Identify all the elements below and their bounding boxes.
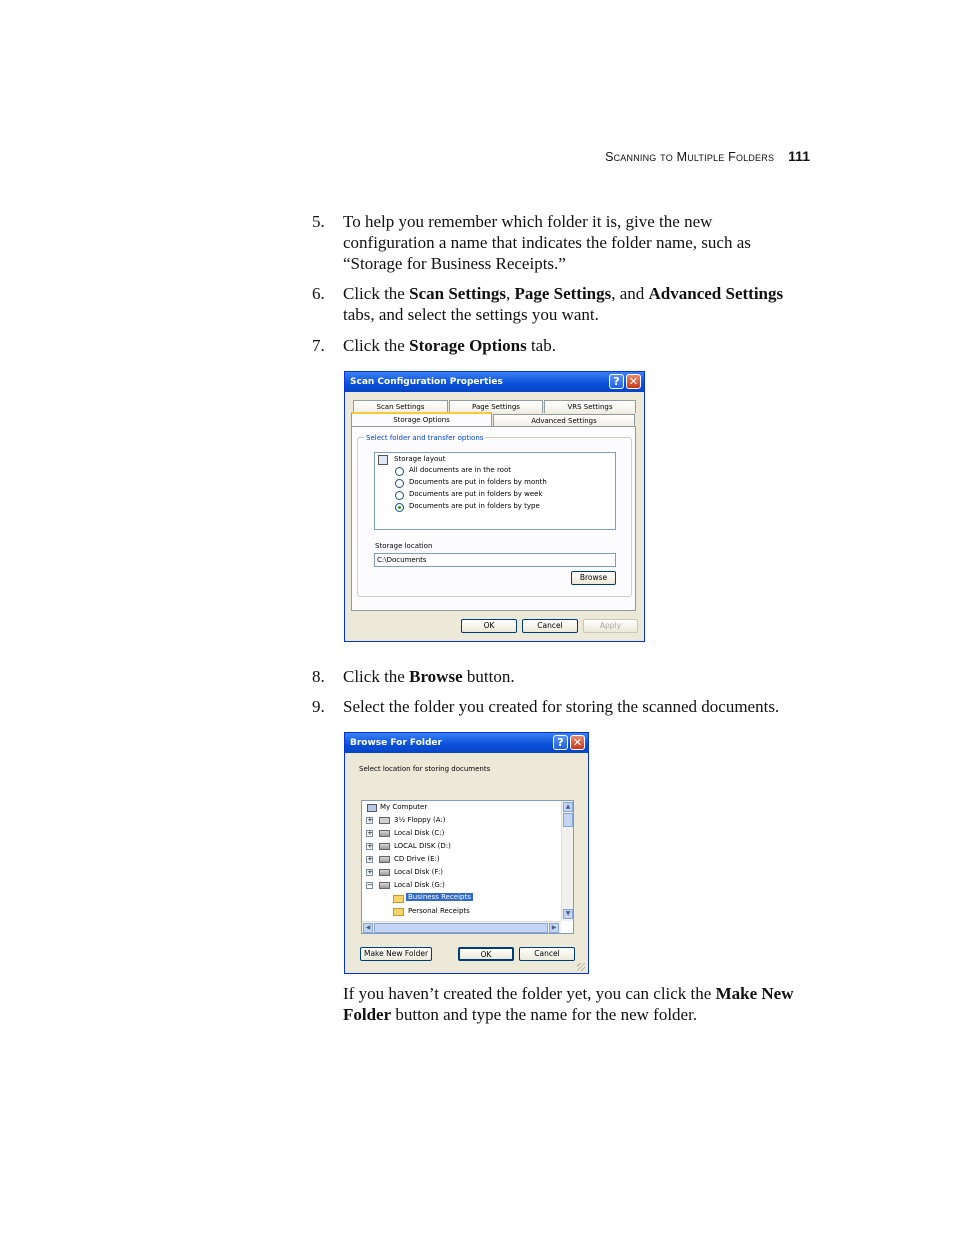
radio-all-in-root[interactable] bbox=[395, 467, 404, 476]
folder-icon bbox=[393, 895, 404, 903]
expand-icon[interactable]: + bbox=[367, 829, 373, 837]
tree-label: CD Drive (E:) bbox=[394, 855, 440, 863]
help-button[interactable]: ? bbox=[609, 374, 624, 389]
storage-layout-icon bbox=[378, 455, 388, 465]
closing-text bbox=[343, 983, 802, 1025]
dialog-title: Scan Configuration Properties bbox=[350, 377, 503, 387]
scan-configuration-dialog bbox=[344, 371, 645, 642]
text-run: Click the bbox=[343, 336, 410, 355]
text-run: tab. bbox=[526, 336, 556, 355]
close-button[interactable]: ✕ bbox=[570, 735, 585, 750]
page-number: 111 bbox=[788, 148, 810, 164]
step-number: 9. bbox=[312, 697, 325, 716]
text-run: , and bbox=[611, 284, 649, 303]
radio-by-type[interactable] bbox=[395, 503, 404, 512]
ok-button[interactable]: OK bbox=[461, 619, 517, 633]
text-run: , bbox=[505, 284, 515, 303]
close-button[interactable]: ✕ bbox=[626, 374, 641, 389]
tree-label: Local Disk (G:) bbox=[394, 881, 445, 889]
ok-button[interactable]: OK bbox=[458, 947, 514, 961]
ui-term: Advanced Settings bbox=[648, 284, 784, 303]
tree-label: Local Disk (F:) bbox=[394, 868, 443, 876]
running-header bbox=[520, 148, 810, 166]
radio-label: Documents are put in folders by week bbox=[409, 490, 543, 498]
tree-label: Business Receipts bbox=[408, 893, 471, 901]
scroll-thumb[interactable] bbox=[563, 813, 573, 827]
browse-prompt: Select location for storing documents bbox=[359, 765, 491, 773]
drive-icon bbox=[379, 830, 390, 837]
ui-term: Page Settings bbox=[514, 284, 612, 303]
step-text bbox=[343, 666, 802, 687]
step-text bbox=[343, 283, 802, 325]
step-6 bbox=[312, 283, 802, 325]
vertical-scrollbar[interactable] bbox=[561, 801, 574, 921]
computer-icon bbox=[367, 804, 377, 812]
text-run: Click the bbox=[343, 284, 410, 303]
cancel-button[interactable]: Cancel bbox=[522, 619, 578, 633]
expand-icon[interactable]: + bbox=[367, 855, 373, 863]
cancel-button[interactable]: Cancel bbox=[519, 947, 575, 961]
step-5 bbox=[312, 211, 802, 274]
floppy-icon bbox=[379, 817, 390, 824]
dialog-title: Browse For Folder bbox=[350, 738, 442, 748]
storage-location-value: C:\Documents bbox=[377, 556, 427, 564]
step-8 bbox=[312, 666, 802, 687]
tab-vrs-settings[interactable]: VRS Settings bbox=[544, 400, 636, 413]
storage-location-label: Storage location bbox=[375, 542, 433, 550]
horizontal-scrollbar[interactable] bbox=[362, 921, 561, 934]
scroll-down-arrow-icon[interactable]: ▼ bbox=[563, 909, 573, 919]
step-number: 5. bbox=[312, 212, 325, 231]
tab-storage-options[interactable]: Storage Options bbox=[351, 412, 492, 426]
storage-layout-box bbox=[374, 452, 616, 530]
scroll-right-arrow-icon[interactable]: ▶ bbox=[549, 923, 559, 933]
step-text: To help you remember which folder it is, give the new configuration a name that indicates the folder name, such as “Storage for Business Receipts.” bbox=[343, 212, 751, 273]
closing-paragraph bbox=[312, 983, 802, 1025]
running-title: Scanning to Multiple Folders bbox=[605, 150, 775, 164]
tree-label: LOCAL DISK (D:) bbox=[394, 842, 451, 850]
step-number: 8. bbox=[312, 667, 325, 686]
radio-label: Documents are put in folders by type bbox=[409, 502, 540, 510]
ui-term: Browse bbox=[409, 667, 463, 686]
tab-scan-settings[interactable]: Scan Settings bbox=[353, 400, 448, 413]
text-run: If you haven’t created the folder yet, you can click the bbox=[343, 984, 716, 1003]
resize-grip-icon[interactable] bbox=[577, 963, 585, 971]
apply-button[interactable]: Apply bbox=[583, 619, 638, 633]
text-run: button and type the name for the new folder. bbox=[391, 1005, 698, 1024]
make-new-folder-button[interactable]: Make New Folder bbox=[360, 947, 432, 961]
expand-icon[interactable]: + bbox=[367, 842, 373, 850]
group-label: Select folder and transfer options bbox=[366, 434, 484, 442]
ui-term: Storage Options bbox=[409, 336, 527, 355]
tab-panel bbox=[351, 426, 636, 611]
tab-advanced-settings[interactable]: Advanced Settings bbox=[493, 414, 635, 427]
help-button[interactable]: ? bbox=[553, 735, 568, 750]
step-7 bbox=[312, 335, 802, 356]
text-run: button. bbox=[462, 667, 515, 686]
scroll-up-arrow-icon[interactable]: ▲ bbox=[563, 802, 573, 812]
expand-icon[interactable]: + bbox=[367, 868, 373, 876]
tree-label: My Computer bbox=[380, 803, 428, 811]
step-text: Select the folder you created for storing the scanned documents. bbox=[343, 697, 780, 716]
horizontal-scroll-thumb[interactable] bbox=[374, 923, 548, 933]
radio-by-month[interactable] bbox=[395, 479, 404, 488]
radio-label: Documents are put in folders by month bbox=[409, 478, 547, 486]
expand-icon[interactable]: + bbox=[367, 816, 373, 824]
tree-label: 3½ Floppy (A:) bbox=[394, 816, 446, 824]
folder-tree[interactable] bbox=[361, 800, 574, 934]
step-9 bbox=[312, 696, 802, 717]
step-number: 7. bbox=[312, 336, 325, 355]
cd-drive-icon bbox=[379, 856, 390, 863]
step-text bbox=[343, 335, 802, 356]
dialog-titlebar bbox=[345, 372, 644, 392]
drive-icon bbox=[379, 843, 390, 850]
tab-page-settings[interactable]: Page Settings bbox=[449, 400, 543, 413]
step-number: 6. bbox=[312, 284, 325, 303]
drive-icon bbox=[379, 869, 390, 876]
storage-layout-label: Storage layout bbox=[394, 455, 446, 463]
collapse-icon[interactable]: − bbox=[367, 881, 373, 889]
scroll-left-arrow-icon[interactable]: ◀ bbox=[363, 923, 373, 933]
ui-term: Scan Settings bbox=[409, 284, 506, 303]
folder-icon bbox=[393, 908, 404, 916]
browse-button[interactable]: Browse bbox=[571, 571, 616, 585]
tree-label: Personal Receipts bbox=[408, 907, 470, 915]
radio-label: All documents are in the root bbox=[409, 466, 511, 474]
browse-folder-dialog bbox=[344, 732, 589, 974]
text-run: Click the bbox=[343, 667, 410, 686]
radio-by-week[interactable] bbox=[395, 491, 404, 500]
drive-icon bbox=[379, 882, 390, 889]
dialog-titlebar bbox=[345, 733, 588, 753]
tree-label: Local Disk (C:) bbox=[394, 829, 445, 837]
storage-location-field[interactable] bbox=[374, 553, 616, 567]
text-run: tabs, and select the settings you want. bbox=[343, 305, 599, 324]
ui-term: Make New Folder bbox=[343, 984, 794, 1024]
